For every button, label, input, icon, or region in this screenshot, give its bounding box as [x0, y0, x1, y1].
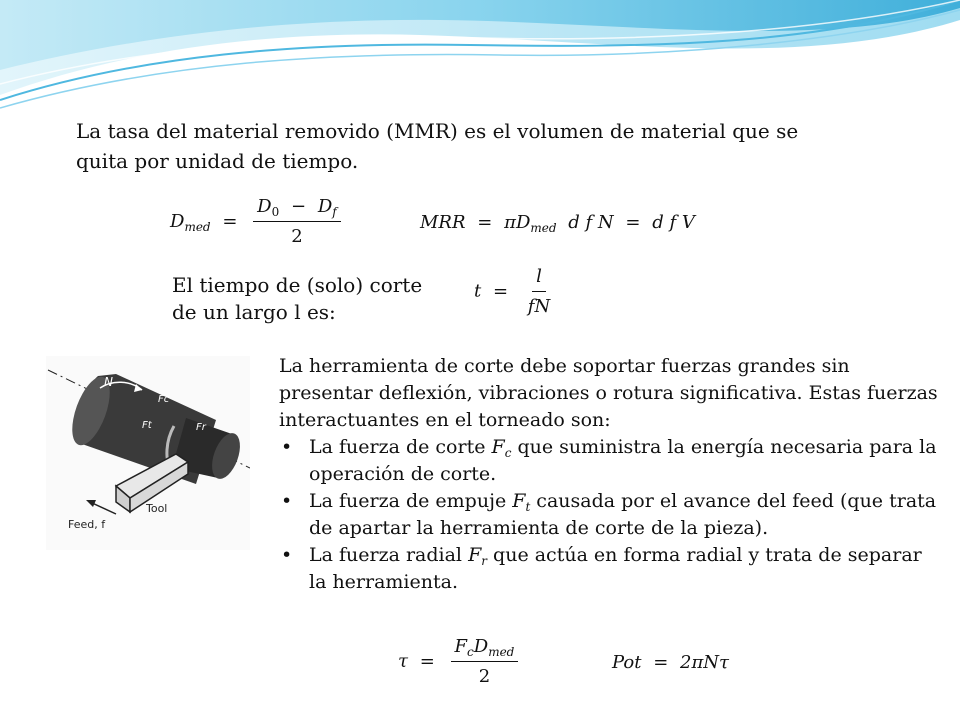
label-fc: Fc: [158, 394, 170, 405]
power-formula: Pot = 2πNτ: [612, 652, 730, 673]
intro-paragraph: La tasa del material removido (MMR) es el volumen de material que se quita por unidad de tiempo.: [76, 119, 799, 173]
dmed-lhs: $D_{med}$: [170, 210, 211, 234]
time-fraction: $\frac{l}{fN}$: [527, 266, 551, 317]
torque-formula: τ = $\frac{F_cD_{med}}{2}$: [398, 636, 522, 687]
list-item: • La fuerza radial $F_r$ que actúa en forma radial y trata de separar la herramienta.: [279, 542, 939, 596]
torque-fraction: $\frac{F_cD_{med}}{2}$: [451, 636, 519, 687]
label-fr: Fr: [196, 422, 206, 433]
dmed-numerator: $D_0 - D_f$: [253, 196, 341, 222]
time-formula: t = $\frac{l}{fN}$: [474, 266, 558, 317]
label-ft: Ft: [142, 420, 152, 431]
equals-sign: =: [222, 210, 238, 232]
mrr-formula: MRR = $\pi D_{med}$ d f N = d f V: [420, 212, 695, 235]
turning-diagram: [46, 356, 250, 550]
header-wave-decoration: [0, 0, 960, 115]
label-tool: Tool: [146, 502, 168, 515]
list-item: • La fuerza de empuje $F_t$ causada por el avance del feed (que trata de apartar la herramienta de corte de la pieza).: [279, 488, 939, 542]
dmed-formula: [170, 196, 345, 247]
forces-intro: La herramienta de corte debe soportar fuerzas grandes sin presentar deflexión, vibraciones o rotura significativa. Estas fuerzas interactuantes en el torneado son:: [279, 355, 938, 431]
dmed-denominator: 2: [291, 226, 303, 247]
label-n: N: [104, 375, 113, 389]
forces-text-block: [279, 353, 939, 596]
label-feed: Feed, f: [68, 518, 106, 531]
forces-list: [279, 434, 939, 596]
time-label: El tiempo de (solo) corte de un largo l es:: [172, 273, 423, 324]
list-item: • La fuerza de corte $F_c$ que suministra la energía necesaria para la operación de corte.: [279, 434, 939, 488]
turning-forces-figure: [46, 356, 250, 550]
dmed-fraction: [253, 196, 341, 247]
